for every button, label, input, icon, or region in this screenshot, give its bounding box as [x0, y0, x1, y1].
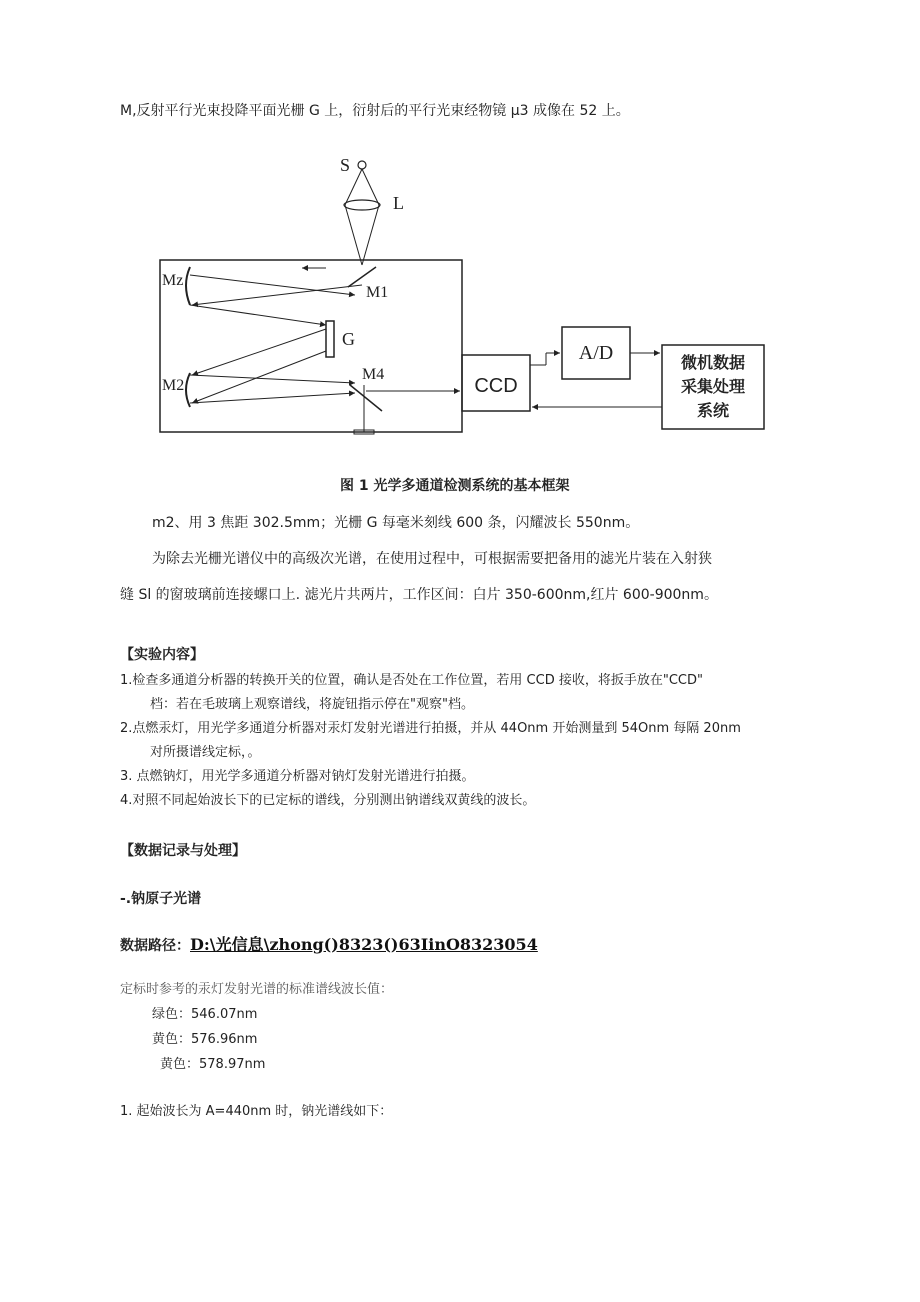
experiment-item2-line1: 2.点燃汞灯，用光学多通道分析器对汞灯发射光谱进行拍摄，并从 44Onm 开始测量到 54Onm 每隔 20nm [120, 721, 741, 736]
data-path [120, 932, 538, 955]
experiment-item4: 4.对照不同起始波长下的已定标的谱线，分别测出钠谱线双黄线的波长。 [120, 793, 536, 808]
grating-g [326, 321, 334, 357]
label-computer-1: 微机数据 [680, 353, 746, 372]
label-m4: M4 [362, 366, 385, 383]
figure-caption: 图 1 光学多通道检测系统的基本框架 [340, 478, 570, 494]
label-ccd: CCD [474, 375, 518, 397]
data-path-label: 数据路径： [120, 938, 190, 954]
experiment-item1-line1: 1.检查多通道分析器的转换开关的位置，确认是否处在工作位置，若用 CCD 接收，将扳手放在"CCD" [120, 673, 703, 688]
source-circle [358, 161, 366, 169]
label-m2-top: Mz [162, 272, 184, 289]
spec-line: m2、用 3 焦距 302.5mm；光栅 G 每毫米刻线 600 条，闪耀波长 550nm。 [152, 515, 640, 531]
optical-system-diagram [150, 145, 770, 440]
experiment-item2-line2: 对所摄谱线定标，。 [150, 745, 261, 760]
label-computer-2: 采集处理 [680, 377, 746, 396]
experiment-heading: 【实验内容】 [120, 647, 204, 663]
label-g: G [342, 329, 355, 349]
start-wavelength-line: 1. 起始波长为 A=440nm 时，钠光谱线如下： [120, 1104, 393, 1119]
reference-intro: 定标时参考的汞灯发射光谱的标准谱线波长值： [120, 982, 394, 997]
data-heading: 【数据记录与处理】 [120, 843, 246, 859]
reference-yellow-2: 黄色：578.97nm [160, 1057, 266, 1072]
spectrometer-box [160, 260, 462, 432]
intro-line: M,反射平行光束投降平面光栅 G 上，衍射后的平行光束经物镜 μ3 成像在 52 上。 [120, 103, 630, 119]
experiment-item3: 3. 点燃钠灯，用光学多通道分析器对钠灯发射光谱进行拍摄。 [120, 769, 475, 784]
reference-green: 绿色：546.07nm [152, 1007, 258, 1022]
label-computer-3: 系统 [696, 401, 730, 420]
label-l: L [393, 193, 404, 213]
label-ad: A/D [578, 342, 614, 364]
filter-paragraph-line1: 为除去光栅光谱仪中的高级次光谱，在使用过程中，可根据需要把备用的滤光片装在入射狭 [152, 551, 712, 567]
reference-yellow-1: 黄色：576.96nm [152, 1032, 258, 1047]
label-m1: M1 [366, 284, 389, 301]
filter-paragraph-line2: 缝 Sl 的窗玻璃前连接螺口上. 滤光片共两片，工作区间：白片 350-600nm,红片 600-900nm。 [120, 587, 718, 603]
lens-l [344, 200, 380, 210]
label-s: S [340, 155, 351, 175]
data-subheading: -.钠原子光谱 [120, 891, 202, 907]
experiment-item1-line2: 档：若在毛玻璃上观察谱线，将旋钮指示停在"观察"档。 [150, 697, 474, 712]
label-m2-bottom: M2 [162, 377, 185, 394]
data-path-value[interactable]: D:\光信息\zhong()8323()63IinO8323054 [190, 935, 538, 954]
